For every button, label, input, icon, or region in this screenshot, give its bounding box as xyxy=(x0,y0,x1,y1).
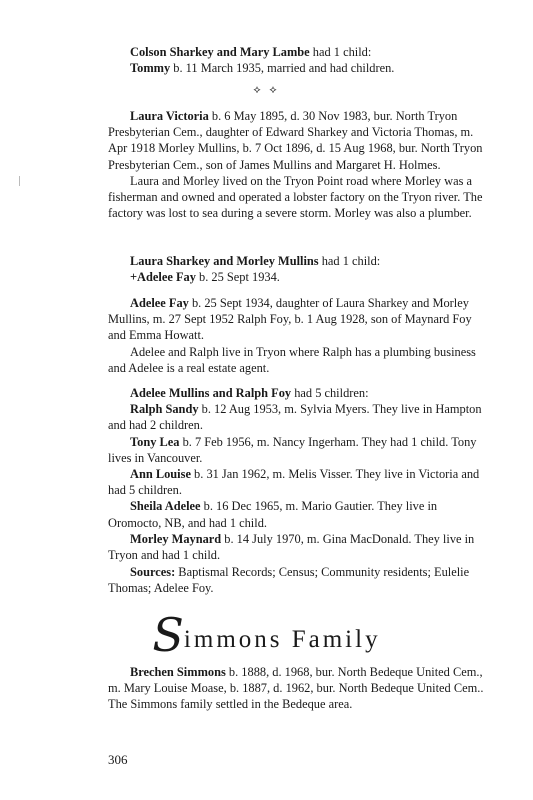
child-details: b. 31 Jan 1962, m. Melis Visser. They live in Victoria and had 5 children. xyxy=(108,467,480,498)
child-name: Ralph Sandy xyxy=(130,402,199,417)
child-name: Ann Louise xyxy=(130,467,191,482)
couple-line xyxy=(108,253,486,269)
person-story: Laura and Morley lived on the Tryon Point road where Morley was a fisherman and owned and operated a lobster factory on the Tryon river. The factory was lost to sea during a severe storm. Morley was also a plumber. xyxy=(108,173,483,221)
brechen-simmons-entry xyxy=(108,664,486,713)
sources-line xyxy=(108,564,486,596)
heading-text: immons Family xyxy=(183,626,381,653)
couple-line xyxy=(108,385,486,401)
child-name: Sheila Adelee xyxy=(130,499,201,514)
couple-names: Laura Sharkey and Morley Mullins xyxy=(130,254,319,268)
child-details: b. 12 Aug 1953, m. Sylvia Myers. They live in Hampton and had 2 children. xyxy=(108,402,482,433)
scan-speck xyxy=(19,176,20,186)
child-name: +Adelee Fay xyxy=(130,270,196,285)
adelee-fay-entry xyxy=(108,295,486,376)
person-record xyxy=(108,664,486,713)
child-line xyxy=(108,531,486,563)
couple-line xyxy=(108,44,486,60)
sources-note xyxy=(108,564,486,596)
laura-victoria-entry xyxy=(108,108,486,221)
person-name: Adelee Fay xyxy=(130,296,189,310)
child-line xyxy=(108,434,486,466)
child-details: b. 16 Dec 1965, m. Mario Gautier. They live in Oromocto, NB, and had 1 child. xyxy=(108,499,438,530)
person-name: Brechen Simmons xyxy=(130,665,226,679)
couple-names: Adelee Mullins and Ralph Foy xyxy=(130,386,292,400)
person-record xyxy=(108,295,486,344)
children-count: had 5 children: xyxy=(291,386,369,400)
child-details: b. 7 Feb 1956, m. Nancy Ingerham. They had 1 child. Tony lives in Vancouver. xyxy=(108,434,477,465)
child-details: b. 14 July 1970, m. Gina MacDonald. They live in Tryon and had 1 child. xyxy=(108,531,475,563)
section-heading xyxy=(0,608,533,662)
heading-initial: S xyxy=(152,608,184,662)
child-line xyxy=(108,269,486,285)
children-count: had 1 child: xyxy=(318,254,381,268)
section-separator: ⟡ ⟡ xyxy=(253,84,280,96)
child-line xyxy=(108,401,486,433)
person-details: b. 1888, d. 1968, bur. North Bedeque United Cem., m. Mary Louise Moase, b. 1887, d. 1962, bur. North Bedeque United Cem.. The Simmons family settled in the Bedeque area. xyxy=(108,665,484,712)
child-line xyxy=(108,498,486,530)
person-name: Laura Victoria xyxy=(130,109,209,123)
child-name: Tony Lea xyxy=(130,434,180,449)
page-number: 306 xyxy=(108,752,128,767)
person-details: b. 25 Sept 1934, daughter of Laura Sharkey and Morley Mullins, m. 27 Sept 1952 Ralph Foy, b. 1 Aug 1928, son of Maynard Foy and Emma Howatt. xyxy=(108,296,472,343)
person-story: Adelee and Ralph live in Tryon where Ralph has a plumbing business and Adelee is a real estate agent. xyxy=(108,344,476,375)
child-line xyxy=(108,60,486,76)
child-details: b. 11 March 1935, married and had children. xyxy=(170,61,395,76)
sources-label: Sources: xyxy=(130,565,176,579)
child-name: Morley Maynard xyxy=(130,531,222,546)
sources-text: Baptismal Records; Census; Community residents; Eulelie Thomas; Adelee Foy. xyxy=(108,565,470,596)
couple-names: Colson Sharkey and Mary Lambe xyxy=(130,45,310,59)
child-details: b. 25 Sept 1934. xyxy=(195,270,280,285)
person-details: b. 6 May 1895, d. 30 Nov 1983, bur. North Tryon Presbyterian Cem., daughter of Edward Sharkey and Victoria Thomas, m. Apr 1918 Morley Mullins, b. 7 Oct 1896, d. 15 Aug 1968, bur. North Tryon Presbyterian Cem., son of James Mullins and Margaret H. Holmes. xyxy=(108,109,483,172)
colson-family-entry xyxy=(108,44,486,76)
adelee-ralph-children xyxy=(108,385,486,563)
person-record xyxy=(108,108,486,173)
children-count: had 1 child: xyxy=(309,45,372,59)
child-line xyxy=(108,466,486,498)
child-name: Tommy xyxy=(130,61,171,76)
laura-morley-children xyxy=(108,253,486,285)
